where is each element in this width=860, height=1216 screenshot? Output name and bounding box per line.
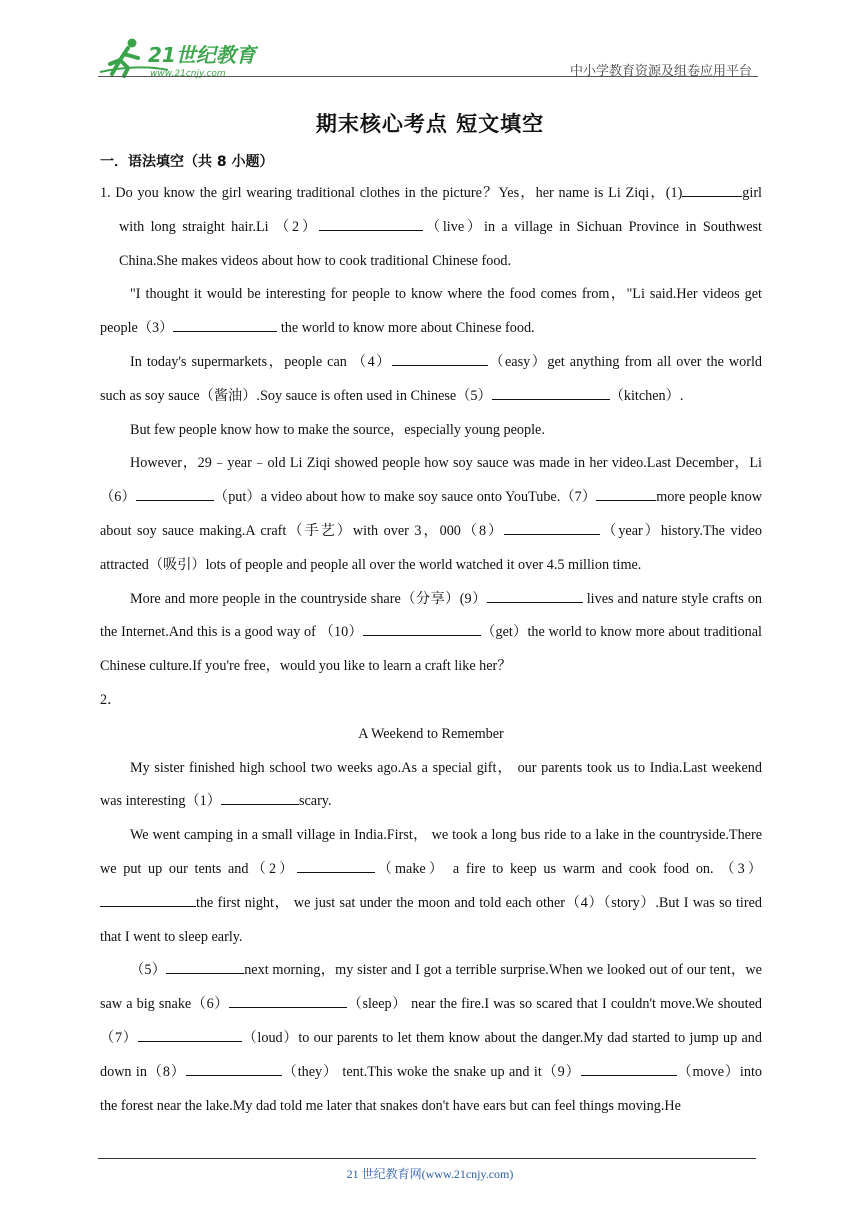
q1-text: More and more people in the countryside share（分享）(9） xyxy=(130,590,487,607)
q1-text: （year）history.The video attracted（吸引）lots of people and people all over the world watched it over 4.5 million time. xyxy=(100,522,762,573)
q1-paragraph-6 xyxy=(100,583,762,684)
q1-text: more people know about soy sauce making.A craft（手艺）with over 3，000（8） xyxy=(100,489,762,539)
answer-blank-q2-3[interactable] xyxy=(100,892,196,907)
q2-passage-title: A Weekend to Remember xyxy=(358,725,504,742)
q1-text: （kitchen）. xyxy=(609,387,684,404)
svg-text:21世纪教育: 21世纪教育 xyxy=(148,43,256,67)
answer-blank-q2-9[interactable] xyxy=(581,1061,677,1076)
answer-blank-3[interactable] xyxy=(173,317,277,332)
q2-text: next morning，my sister and I got a terrible surprise.When we looked out of our tent，we saw a big snake（6） xyxy=(100,962,762,1013)
answer-blank-5[interactable] xyxy=(492,385,610,400)
answer-blank-10[interactable] xyxy=(363,621,481,636)
q2-text: We went camping in a small village in India.First， we took a long bus ride to a lake in the countryside.There we put up our tents and（2） xyxy=(100,827,762,877)
q2-text: My sister finished high school two weeks ago.As a special gift， our parents took us to India.Last weekend was interesting（1） xyxy=(100,759,762,810)
answer-blank-q2-5[interactable] xyxy=(166,959,244,974)
answer-blank-1[interactable] xyxy=(682,182,742,197)
page-header xyxy=(98,30,758,78)
q1-paragraph-3 xyxy=(100,346,762,414)
q1-text: girl with long straight hair.Li （2） xyxy=(119,185,762,235)
q1-paragraph-5 xyxy=(100,447,762,582)
q1-text: （put）a video about how to make soy sauce onto YouTube.（7） xyxy=(213,489,597,506)
q2-paragraph-3 xyxy=(100,954,762,1123)
q2-text: （move）into the forest near the lake.My dad told me later that snakes don't have ears but can feel things moving.He xyxy=(100,1063,762,1114)
q2-paragraph-1 xyxy=(100,752,762,820)
q1-text: "I thought it would be interesting for people to know where the food comes from，"Li said.Her videos get people（3） xyxy=(100,286,762,337)
answer-blank-7[interactable] xyxy=(596,486,656,501)
q1-text: （live）in a village in Sichuan Province in Southwest China.She makes videos about how to cook traditional Chinese food. xyxy=(119,218,762,269)
answer-blank-q2-8[interactable] xyxy=(186,1061,282,1076)
q2-number: 2． xyxy=(100,691,122,708)
q1-text: However，29﹣year﹣old Li Ziqi showed people how soy sauce was made in her video.Last December，Li（6） xyxy=(100,455,762,506)
q1-paragraph-2 xyxy=(100,278,762,346)
platform-name: 中小学教育资源及组卷应用平台 xyxy=(569,63,752,78)
footer-divider xyxy=(98,1158,756,1159)
answer-blank-q2-6[interactable] xyxy=(229,993,347,1008)
answer-blank-6[interactable] xyxy=(136,486,214,501)
q1-text: 1. Do you know the girl wearing traditional clothes in the picture？Yes，her name is Li Ziqi，(1) xyxy=(100,185,683,201)
q2-text: scary. xyxy=(298,793,332,810)
q1-text: lives and nature style crafts on the Internet.And this is a good way of （10） xyxy=(100,590,763,641)
section-heading: 一．语法填空（共 8 小题） xyxy=(100,154,274,170)
answer-blank-q2-1[interactable] xyxy=(221,790,299,805)
answer-blank-9[interactable] xyxy=(487,588,583,603)
q1-paragraph-1 xyxy=(100,177,762,278)
q2-text: （5） xyxy=(130,962,167,979)
site-logo xyxy=(98,34,258,78)
answer-blank-4[interactable] xyxy=(392,351,488,366)
q2-text: the first night， we just sat under the moon and told each other（4）（story）.But I was so tired that I went to sleep early. xyxy=(100,894,762,945)
header-divider xyxy=(98,76,758,77)
q2-text: （make） a fire to keep us warm and cook food on. （3） xyxy=(374,860,762,877)
answer-blank-8[interactable] xyxy=(504,520,600,535)
answer-blank-q2-2[interactable] xyxy=(297,858,375,873)
q1-text: （easy）get anything from all over the world such as soy sauce（酱油）.Soy sauce is often used in Chinese（5） xyxy=(100,353,763,404)
q2-text: （they） tent.This woke the snake up and it（9） xyxy=(281,1063,581,1080)
answer-blank-2[interactable] xyxy=(319,216,423,231)
question-content xyxy=(100,177,762,1123)
q1-text: the world to know more about Chinese food. xyxy=(277,320,535,337)
q2-paragraph-2 xyxy=(100,819,762,954)
q2-text: （sleep） near the fire.I was so scared that I couldn't move.We shouted（7） xyxy=(100,996,762,1046)
answer-blank-q2-7[interactable] xyxy=(138,1027,242,1042)
q1-text: In today's supermarkets，people can （4） xyxy=(130,353,392,370)
q2-text: （loud）to our parents to let them know about the danger.My dad started to jump up and down in（8） xyxy=(100,1029,762,1080)
q1-text: （get）the world to know more about traditional Chinese culture.If you're free，would you like to learn a craft like her？ xyxy=(100,624,763,675)
page-title: 期末核心考点 短文填空 xyxy=(315,112,545,136)
q1-paragraph-4: But few people know how to make the source，especially young people. xyxy=(130,421,545,438)
svg-text:www.21cnjy.com: www.21cnjy.com xyxy=(150,69,226,78)
page-footer: 21 世纪教育网(www.21cnjy.com) xyxy=(346,1167,514,1181)
